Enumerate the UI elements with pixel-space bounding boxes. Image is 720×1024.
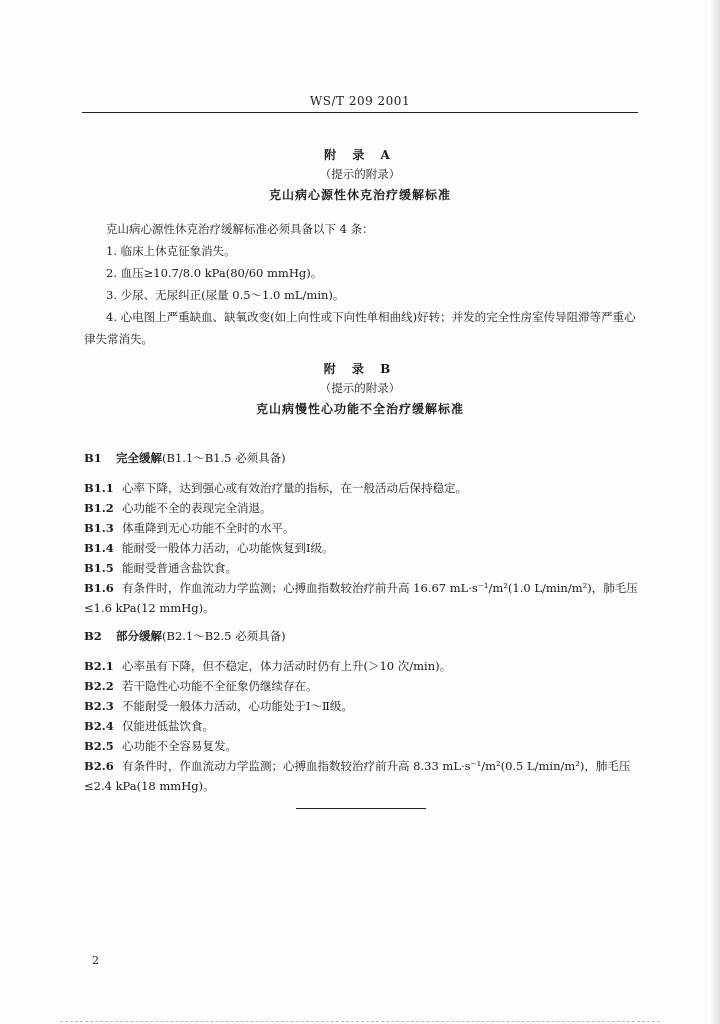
item-number: B1.3 — [84, 521, 114, 535]
scan-artifact — [60, 1019, 660, 1022]
section-b2 — [84, 626, 640, 646]
item-text: 体重降到无心功能不全时的水平。 — [122, 521, 295, 535]
header-rule — [82, 112, 638, 113]
item-number: B2.3 — [84, 699, 114, 713]
item-number: B1.6 — [84, 581, 114, 595]
item-text: 能耐受一般体力活动，心功能恢复到Ⅰ级。 — [122, 541, 334, 555]
item-text: 心率下降，达到强心或有效治疗量的指标，在一般活动后保持稳定。 — [122, 481, 467, 495]
item-text: 仅能进低盐饮食。 — [122, 719, 214, 733]
section-title: 完全缓解 — [116, 451, 162, 465]
section-condition: (B1.1～B1.5 必须具备) — [162, 451, 286, 465]
item-number: B1.5 — [84, 561, 114, 575]
item-number: B2.2 — [84, 679, 114, 693]
list-item — [84, 518, 640, 538]
appendix-a-item-4: 4. 心电图上严重缺血、缺氧改变(如上向性或下向性单相曲线)好转；并发的完全性房室传导阻滞等严重心律失常消失。 — [84, 310, 636, 346]
item-number: B2.5 — [84, 739, 114, 753]
list-item — [84, 676, 640, 696]
standard-code: WS/T 209 2001 — [309, 94, 411, 108]
appendix-a-heading: 克山病心源性休克治疗缓解标准 — [268, 188, 451, 202]
item-text: 若干隐性心功能不全征象仍继续存在。 — [122, 679, 318, 693]
appendix-a-item-1: 1. 临床上休克征象消失。 — [106, 244, 236, 258]
section-number: B2 — [84, 629, 102, 643]
item-text: 有条件时，作血流动力学监测；心搏血指数较治疗前升高 16.67 mL·s⁻¹/m²(1.0 L/min/m²)，肺毛压≤1.6 kPa(12 mmHg)。 — [84, 581, 638, 615]
item-text: 心率虽有下降，但不稳定，体力活动时仍有上升(＞10 次/min)。 — [122, 659, 452, 673]
list-item — [84, 656, 640, 676]
section-title: 部分缓解 — [116, 629, 162, 643]
list-item — [84, 498, 640, 518]
item-number: B2.4 — [84, 719, 114, 733]
section-number: B1 — [84, 451, 102, 465]
appendix-a-item-3: 3. 少尿、无尿纠正(尿量 0.5～1.0 mL/min)。 — [106, 288, 345, 302]
appendix-b-heading: 克山病慢性心功能不全治疗缓解标准 — [255, 402, 464, 416]
list-item — [84, 716, 640, 736]
item-text: 心功能不全容易复发。 — [122, 739, 237, 753]
list-item — [84, 558, 640, 578]
item-text: 不能耐受一般体力活动，心功能处于Ⅰ～Ⅱ级。 — [122, 699, 353, 713]
item-number: B2.6 — [84, 759, 114, 773]
appendix-a-intro: 克山病心源性休克治疗缓解标准必须具备以下 4 条： — [106, 222, 374, 236]
item-text: 心功能不全的表现完全消退。 — [122, 501, 272, 515]
list-item — [84, 756, 640, 796]
list-item — [84, 538, 640, 558]
list-item — [84, 478, 640, 498]
item-text: 能耐受普通含盐饮食。 — [122, 561, 237, 575]
item-number: B1.2 — [84, 501, 114, 515]
appendix-b-title: 附 录 B — [323, 362, 397, 376]
appendix-a-item-2: 2. 血压≥10.7/8.0 kPa(80/60 mmHg)。 — [106, 266, 323, 280]
list-item — [84, 578, 640, 618]
appendix-b-note: （提示的附录） — [319, 381, 401, 395]
item-text: 有条件时，作血流动力学监测；心搏血指数较治疗前升高 8.33 mL·s⁻¹/m²(0.5 L/min/m²)，肺毛压≤2.4 kPa(18 mmHg)。 — [84, 759, 631, 793]
item-number: B1.4 — [84, 541, 114, 555]
end-rule — [296, 808, 426, 809]
item-number: B1.1 — [84, 481, 114, 495]
appendix-a-title: 附 录 A — [324, 148, 396, 162]
scan-edge-shadow — [710, 0, 720, 1024]
page-number: 2 — [92, 954, 99, 967]
section-b1 — [84, 448, 640, 468]
list-item — [84, 696, 640, 716]
appendix-a-note: （提示的附录） — [319, 167, 401, 181]
list-item — [84, 736, 640, 756]
section-condition: (B2.1～B2.5 必须具备) — [162, 629, 286, 643]
item-number: B2.1 — [84, 659, 114, 673]
